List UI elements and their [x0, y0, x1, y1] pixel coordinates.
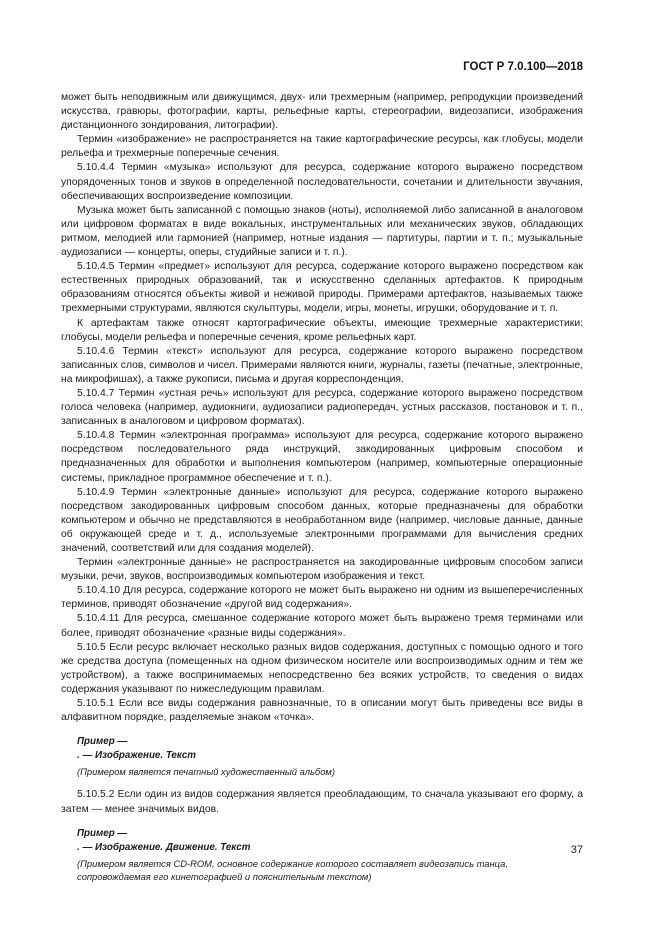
paragraph: 5.10.5 Если ресурс включает несколько разных видов содержания, доступных с помощью одного и того же средства доступа (помещенных на одном физическом носителе или воспроизводимых одним и тем же устройством), а также воспринимаемых непосредственно без всяких устройств, то сведения о видах содержания указывают по нижеследующим правилам.: [61, 641, 583, 695]
example-note: (Примером является CD-ROM, основное содержание которого составляет видеозапись танца, сопровождаемая его кинетографией и пояснительным текстом): [77, 857, 508, 882]
paragraph: 5.10.4.6 Термин «текст» используют для ресурса, содержание которого выражено посредством записанных слов, символов и чисел. Примерами являются книги, журналы, газеты (печатные, электронные, на микрофишах), а также рукописи, письма и другая корреспонденция.: [61, 345, 583, 385]
example-label: Пример —: [77, 736, 128, 748]
paragraph: Термин «электронные данные» не распространяется на закодированные цифровым способом записи музыки, речи, звуков, воспроизводимых компьютером изображения и текст.: [61, 557, 583, 583]
page-number: 37: [570, 844, 583, 856]
page-body: [61, 91, 583, 883]
paragraph: 5.10.4.11 Для ресурса, смешанное содержание которого может быть выражено тремя терминами или более, приводят обозначение «разные виды содержания».: [61, 613, 583, 639]
paragraph: 5.10.4.5 Термин «предмет» используют для ресурса, содержание которого выражено посредством как естественных природных образований, так и искусственно сделанных артефактов. К природным образованиям относятся объекты живой и неживой природы. Примерами артефактов, называемых также трехмерными структурами, являются скульптуры, модели, игры, монеты, игрушки, оборудование и т. п.: [61, 261, 583, 315]
example-label: Пример —: [77, 827, 128, 839]
paragraph: 5.10.5.2 Если один из видов содержания является преобладающим, то сначала указывают его форму, а затем — менее значимых видов.: [61, 789, 583, 815]
paragraph: 5.10.4.7 Термин «устная речь» используют для ресурса, содержание которого выражено посредством голоса человека (например, аудиокниги, аудиозаписи радиопередач, устных рассказов, постановок и т. п., записанных в аналоговом и цифровом форматах).: [61, 387, 583, 428]
paragraph: 5.10.5.1 Если все виды содержания равнозначные, то в описании могут быть приведены все виды в алфавитном порядке, разделяемые знаком «точка».: [61, 698, 583, 724]
paragraph: Термин «изображение» не распространяется на такие картографические ресурсы, как глобусы, модели рельефа и трехмерные поперечные сечения.: [61, 134, 583, 160]
example-value: . — Изображение. Движение. Текст: [77, 841, 251, 853]
paragraph: К артефактам также относят картографические объекты, имеющие трехмерные характеристики: глобусы, модели рельефа и поперечные сечения, кроме рельефных карт.: [61, 317, 583, 343]
document-code: ГОСТ Р 7.0.100—2018: [463, 61, 583, 73]
paragraph: 5.10.4.4 Термин «музыка» используют для ресурса, содержание которого выражено посредством упорядоченных тонов и звуков в определенной последовательности, сочетании и длительности звучания, обеспечивающих воспроизведение композиции.: [61, 162, 583, 202]
paragraph: 5.10.4.8 Термин «электронная программа» используют для ресурса, содержание которого выражено посредством последовательного ряда инструкций, закодированных цифровым способом и предназначенных для обработки и выполнения компьютером (например, компьютерные операционные системы, прикладное программное обеспечение и т. п.).: [61, 430, 583, 484]
paragraph: может быть неподвижным или движущимся, двух- или трехмерным (например, репродукции произведений искусства, гравюры, фотографии, карты, рельефные карты, стереографии, видеозаписи, изображения дистанционного зондирования, литографии).: [61, 92, 583, 132]
example-note: (Примером является печатный художественный альбом): [77, 766, 335, 778]
paragraph: 5.10.4.9 Термин «электронные данные» используют для ресурса, содержание которого выражено посредством закодированных цифровым способом данных, которые предназначены для обработки компьютером и обычно не представляются в необработанном виде (например, числовые данные, данные об окружающей среде и т. д., используемые электронными программами для вычисления средних значений, соответствий или для создания моделей).: [61, 486, 583, 554]
example-value: . — Изображение. Текст: [77, 750, 197, 762]
paragraph: 5.10.4.10 Для ресурса, содержание которого не может быть выражено ни одним из вышеперечисленных терминов, приводят обозначение «другой вид содержания».: [61, 585, 583, 611]
paragraph: Музыка может быть записанной с помощью знаков (ноты), исполняемой либо записанной в аналоговом или цифровом форматах в виде вокальных, инструментальных или механических звуков, обладающих ритмом, мелодией или гармонией (например, нотные издания — партитуры, партии и т. п.; музыкальные аудиозаписи — концерты, оперы, студийные записи и т. п.).: [61, 204, 583, 259]
